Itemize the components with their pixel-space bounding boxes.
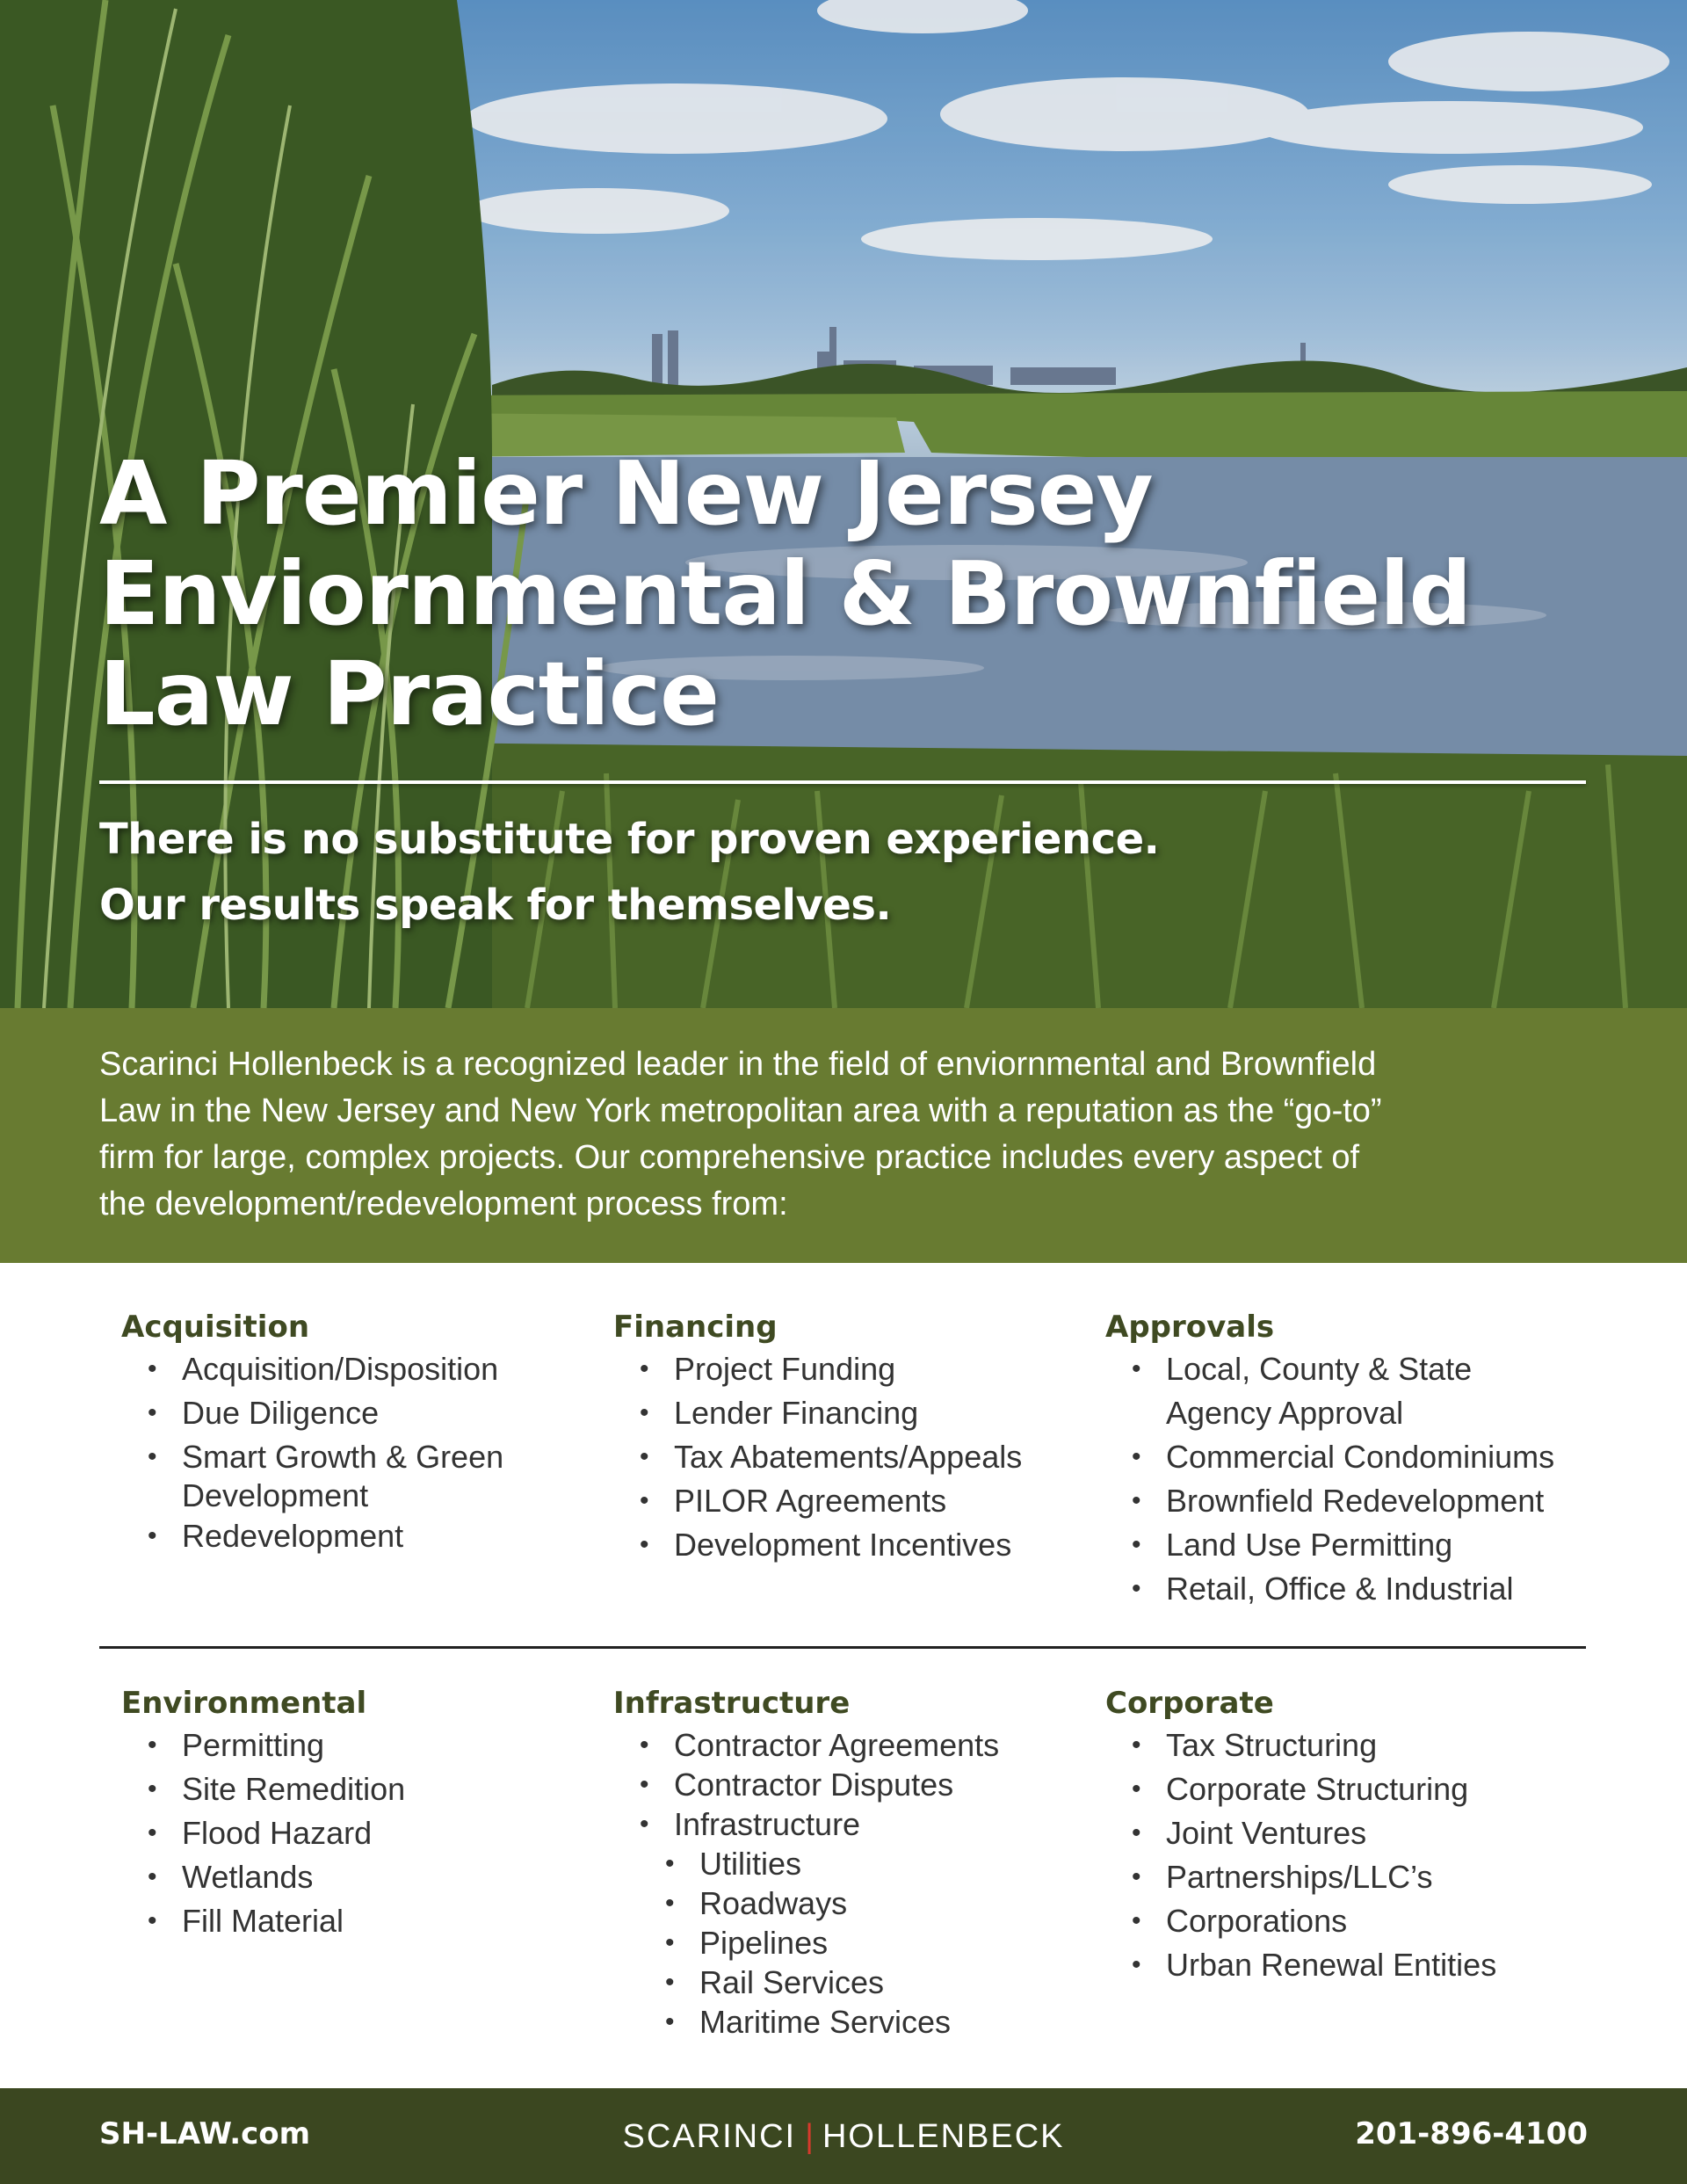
- service-heading: Approvals: [1105, 1310, 1275, 1345]
- service-subitem: • Utilities: [613, 1845, 1105, 1883]
- brand-name-left: SCARINCI: [622, 2118, 797, 2155]
- tagline-line-2: Our results speak for themselves.: [99, 881, 892, 930]
- service-column-approvals: [1105, 1308, 1597, 1614]
- service-list: [121, 1726, 613, 1941]
- service-heading: Acquisition: [121, 1310, 310, 1345]
- service-column-corporate: [1105, 1684, 1597, 1990]
- service-heading: Financing: [613, 1310, 778, 1345]
- title-line-1: A Premier New Jersey: [99, 442, 1153, 545]
- service-column-environmental: [121, 1684, 613, 1946]
- service-heading: Corporate: [1105, 1686, 1274, 1721]
- section-divider: [99, 1646, 1586, 1649]
- service-item: • Infrastructure: [613, 1805, 1105, 1844]
- hero-banner: [0, 0, 1687, 1008]
- title-divider: [99, 780, 1586, 784]
- service-item-text: Development: [182, 1477, 369, 1513]
- service-item: • Tax Abatements/Appeals: [613, 1438, 1105, 1477]
- service-list: [1105, 1350, 1597, 1608]
- service-item: • Joint Ventures: [1105, 1814, 1597, 1853]
- service-item: • Land Use Permitting: [1105, 1526, 1597, 1564]
- intro-paragraph: [99, 1041, 1593, 1228]
- service-column-infrastructure: [613, 1684, 1105, 2043]
- brand-separator: |: [805, 2118, 814, 2155]
- intro-line: Scarinci Hollenbeck is a recognized leader in the field of enviornmental and Brownfield: [99, 1046, 1377, 1083]
- intro-line: firm for large, complex projects. Our comprehensive practice includes every aspect of: [99, 1139, 1360, 1176]
- service-item: • Development Incentives: [613, 1526, 1105, 1564]
- service-subitem: • Pipelines: [613, 1924, 1105, 1963]
- service-item: • Urban Renewal Entities: [1105, 1946, 1597, 1984]
- title-line-3: Law Practice: [99, 642, 719, 745]
- tagline-line-1: There is no substitute for proven experience.: [99, 815, 1160, 864]
- brand-name-right: HOLLENBECK: [822, 2118, 1065, 2155]
- intro-band: [0, 1008, 1687, 1263]
- service-item: • Permitting: [121, 1726, 613, 1765]
- service-item: • Corporate Structuring: [1105, 1770, 1597, 1809]
- website-link[interactable]: SH-LAW.com: [99, 2116, 311, 2151]
- service-item: • Partnerships/LLC’s: [1105, 1858, 1597, 1897]
- service-item: • Site Remedition: [121, 1770, 613, 1809]
- service-list: [613, 1726, 1105, 2042]
- service-list: [613, 1350, 1105, 1564]
- service-item: [1105, 1350, 1597, 1433]
- tagline: [99, 807, 1159, 939]
- intro-line: the development/redevelopment process from:: [99, 1186, 788, 1223]
- service-item: [121, 1438, 613, 1515]
- service-item: • Wetlands: [121, 1858, 613, 1897]
- footer-bar: [0, 2088, 1687, 2184]
- service-item: • Due Diligence: [121, 1394, 613, 1433]
- service-item-text: Local, County & State: [1166, 1351, 1473, 1387]
- service-column-financing: [613, 1308, 1105, 1570]
- service-item: • PILOR Agreements: [613, 1482, 1105, 1520]
- service-item: • Redevelopment: [121, 1517, 613, 1556]
- service-item: • Tax Structuring: [1105, 1726, 1597, 1765]
- service-item-text: Agency Approval: [1166, 1395, 1404, 1431]
- intro-line: Law in the New Jersey and New York metropolitan area with a reputation as the “go-to”: [99, 1092, 1382, 1129]
- service-heading: Environmental: [121, 1686, 367, 1721]
- service-item: • Project Funding: [613, 1350, 1105, 1389]
- page-title: [99, 444, 1593, 744]
- service-heading: Infrastructure: [613, 1686, 851, 1721]
- service-item: • Acquisition/Disposition: [121, 1350, 613, 1389]
- service-list: [121, 1350, 613, 1556]
- service-subitem: • Roadways: [613, 1884, 1105, 1923]
- phone-number[interactable]: 201-896-4100: [1355, 2116, 1588, 2151]
- title-line-2: Enviornmental & Brownfield: [99, 542, 1472, 645]
- service-item: • Fill Material: [121, 1902, 613, 1941]
- service-list: [1105, 1726, 1597, 1984]
- service-item: • Commercial Condominiums: [1105, 1438, 1597, 1477]
- service-item: • Corporations: [1105, 1902, 1597, 1941]
- service-column-acquisition: [121, 1308, 613, 1561]
- service-item-text: Smart Growth & Green: [182, 1439, 504, 1475]
- service-subitem: • Rail Services: [613, 1963, 1105, 2002]
- service-item: • Lender Financing: [613, 1394, 1105, 1433]
- service-item: • Brownfield Redevelopment: [1105, 1482, 1597, 1520]
- service-item: • Retail, Office & Industrial: [1105, 1570, 1597, 1608]
- service-item: • Flood Hazard: [121, 1814, 613, 1853]
- service-item: • Contractor Disputes: [613, 1766, 1105, 1804]
- service-subitem: • Maritime Services: [613, 2003, 1105, 2042]
- service-item: • Contractor Agreements: [613, 1726, 1105, 1765]
